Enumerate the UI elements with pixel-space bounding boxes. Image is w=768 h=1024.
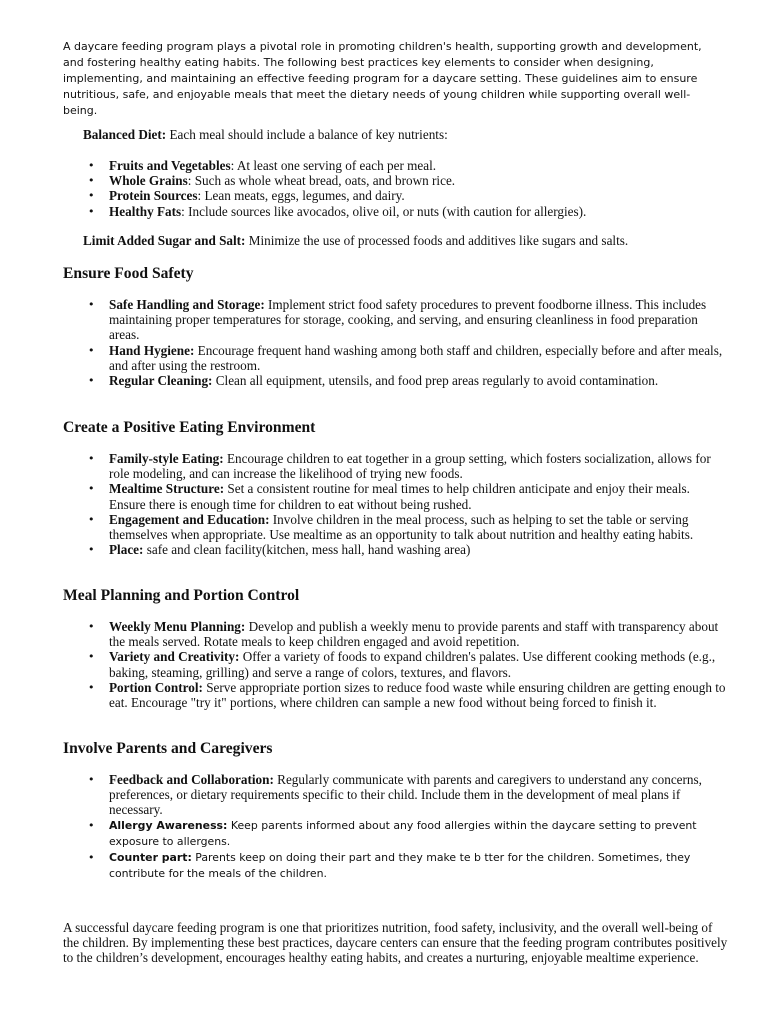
meal-planning-list — [88, 619, 728, 710]
list-item — [88, 649, 728, 679]
item-label: Fruits and Vegetables — [109, 158, 231, 173]
item-text: : Include sources like avocados, olive oil, or nuts (with caution for allergies). — [181, 203, 587, 219]
item-text: Parents keep on doing their part and they make te b tter for the children. Sometimes, they contribute for the meals of the children. — [109, 850, 691, 880]
list-item — [88, 772, 728, 818]
limit-sugar-paragraph — [83, 233, 743, 248]
list-item — [88, 373, 728, 388]
list-item — [88, 158, 728, 173]
limit-sugar-label: Limit Added Sugar and Salt: — [83, 233, 246, 248]
item-label: Mealtime Structure: — [109, 481, 225, 497]
list-item — [88, 297, 728, 343]
item-label: Healthy Fats — [109, 203, 182, 219]
item-label: Protein Sources — [109, 188, 198, 204]
item-text: : Lean meats, eggs, legumes, and dairy. — [197, 188, 405, 204]
item-text: : Such as whole wheat bread, oats, and brown rice. — [187, 173, 456, 189]
item-text: : At least one serving of each per meal. — [230, 158, 437, 173]
item-label: Regular Cleaning: — [109, 373, 213, 389]
list-item — [88, 818, 728, 850]
list-item — [88, 850, 728, 882]
item-text: Serve appropriate portion sizes to reduce food waste while ensuring children are getting enough to eat. Encourage "try it" portions, where children can sample a new food without being forced to finish it. — [109, 679, 726, 711]
list-item — [88, 512, 728, 542]
item-label: Hand Hygiene: — [109, 342, 195, 358]
item-text: Develop and publish a weekly menu to provide parents and staff with transparency about the meals served. Rotate meals to keep children engaged and avoid repetition. — [109, 619, 719, 650]
item-text: Involve children in the meal process, such as helping to set the table or serving themselves when appropriate. Use mealtime as an opportunity to talk about nutrition and healthy eating habits. — [109, 511, 694, 543]
item-text: Encourage children to eat together in a group setting, which fosters socialization, allows for role modeling, and can increase the likelihood of trying new foods. — [109, 451, 711, 482]
item-label: Portion Control: — [109, 679, 203, 695]
item-text: Offer a variety of foods to expand children's palates. Use different cooking methods (e.g., baking, steaming, grilling) and serve a range of colors, textures, and flavors. — [109, 649, 716, 680]
list-item — [88, 173, 728, 188]
food-safety-list — [88, 297, 728, 388]
item-text: Implement strict food safety procedures to prevent foodborne illness. This includes maintaining proper temperatures for storage, cooking, and serving, and ensuring cleanliness in food preparation areas. — [109, 297, 707, 343]
item-label: Engagement and Education: — [109, 511, 270, 527]
eating-environment-list — [88, 451, 728, 557]
item-label: Whole Grains — [109, 173, 188, 189]
section-heading-meal-planning: Meal Planning and Portion Control — [63, 587, 300, 604]
list-item — [88, 680, 728, 710]
list-item — [88, 451, 728, 481]
item-text: safe and clean facility(kitchen, mess hall, hand washing area) — [143, 542, 471, 558]
list-item — [88, 542, 728, 557]
balanced-diet-text: Each meal should include a balance of key nutrients: — [166, 127, 448, 142]
item-text: Keep parents informed about any food allergies within the daycare setting to prevent exposure to allergens. — [109, 818, 697, 848]
section-heading-food-safety: Ensure Food Safety — [63, 265, 194, 282]
list-item — [88, 619, 728, 649]
involve-parents-list — [88, 772, 728, 882]
list-item — [88, 204, 728, 219]
list-item — [88, 343, 728, 373]
intro-paragraph: A daycare feeding program plays a pivotal role in promoting children's health, supporting growth and development, and fostering healthy eating habits. The following best practices key elements to consider when designing, implementing, and maintaining an effective feeding program for a daycare setting. These guidelines aim to ensure nutritious, safe, and enjoyable meals that meet the dietary needs of young children while supporting overall well-being. — [63, 40, 702, 117]
list-item — [88, 188, 728, 203]
item-text: Regularly communicate with parents and caregivers to understand any concerns, preferences, or dietary requirements specific to their child. Include them in the development of meal plans if necessary. — [109, 772, 702, 818]
limit-sugar-text: Minimize the use of processed foods and additives like sugars and salts. — [245, 233, 629, 248]
item-label: Family-style Eating: — [109, 451, 224, 466]
section-heading-involve-parents: Involve Parents and Caregivers — [63, 740, 273, 757]
nutrient-list — [88, 158, 728, 219]
item-label: Feedback and Collaboration: — [109, 772, 274, 787]
item-text: Encourage frequent hand washing among both staff and children, especially before and after meals, and after using the restroom. — [109, 342, 723, 373]
closing-paragraph: A successful daycare feeding program is one that prioritizes nutrition, food safety, inclusivity, and the overall well-being of the children. By implementing these best practices, daycare centers can ensure that the feeding program contributes positively to the children’s development, encourages healthy eating habits, and creates a nurturing, enjoyable mealtime experience. — [63, 920, 728, 966]
section-heading-eating-environment: Create a Positive Eating Environment — [63, 419, 316, 436]
item-label: Variety and Creativity: — [109, 649, 240, 665]
item-label: Safe Handling and Storage: — [109, 297, 265, 312]
item-label: Place: — [109, 542, 144, 558]
list-item — [88, 481, 728, 511]
item-text: Clean all equipment, utensils, and food prep areas regularly to avoid contamination. — [212, 373, 659, 389]
item-label: Counter part: — [109, 850, 192, 864]
item-label: Weekly Menu Planning: — [109, 619, 246, 634]
balanced-diet-paragraph — [83, 127, 743, 142]
item-text: Set a consistent routine for meal times to help children anticipate and enjoy their meals. Ensure there is enough time for children to eat without being rushed. — [109, 481, 690, 512]
balanced-diet-label: Balanced Diet: — [83, 127, 167, 142]
item-label: Allergy Awareness: — [109, 818, 228, 832]
